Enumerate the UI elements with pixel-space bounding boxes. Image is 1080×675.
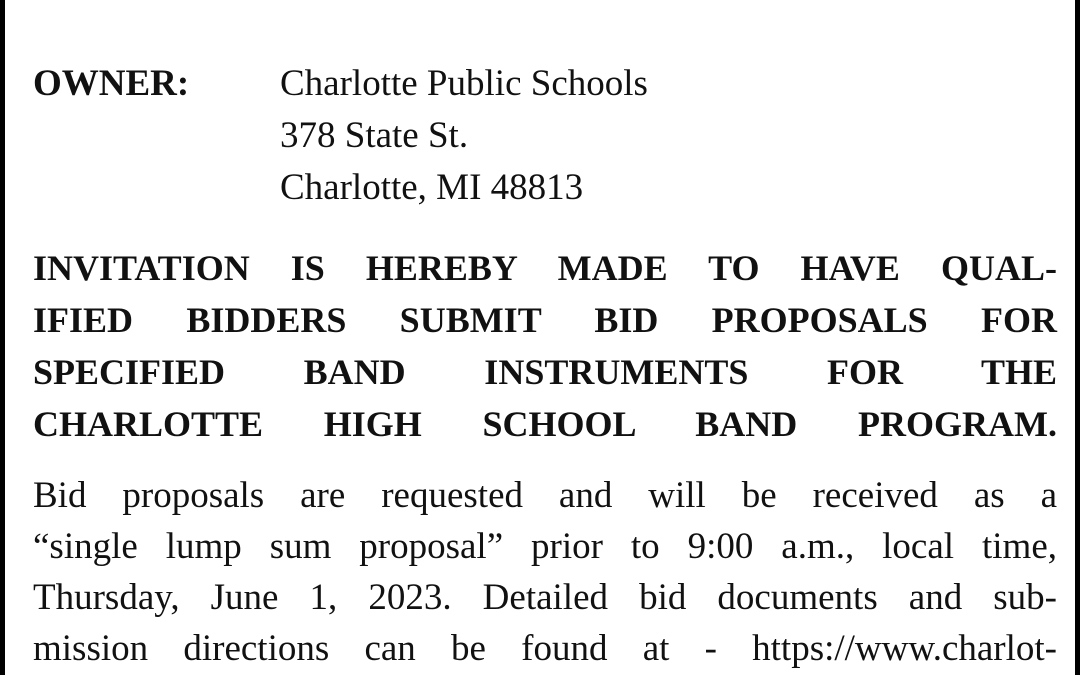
paragraph-line: “single lump sum proposal” prior to 9:00 a.m., local time, [33, 526, 1057, 567]
headline-line: CHARLOTTE HIGH SCHOOL BAND PROGRAM. [33, 404, 1057, 444]
owner-address [280, 58, 648, 214]
invitation-headline [33, 242, 1057, 450]
owner-name: Charlotte Public Schools [280, 63, 648, 104]
headline-line: IFIED BIDDERS SUBMIT BID PROPOSALS FOR [33, 300, 1057, 340]
owner-label: OWNER: [33, 63, 190, 104]
paragraph-line: Bid proposals are requested and will be received as a [33, 475, 1057, 516]
headline-line: SPECIFIED BAND INSTRUMENTS FOR THE [33, 352, 1057, 392]
bid-details-paragraph [33, 470, 1057, 674]
paragraph-line: Thursday, June 1, 2023. Detailed bid documents and sub- [33, 577, 1057, 618]
paragraph-line: mission directions can be found at - https://www.charlot- [33, 628, 1057, 669]
owner-street: 378 State St. [280, 115, 469, 156]
owner-city: Charlotte, MI 48813 [280, 167, 584, 208]
headline-line: INVITATION IS HEREBY MADE TO HAVE QUAL- [33, 248, 1057, 288]
